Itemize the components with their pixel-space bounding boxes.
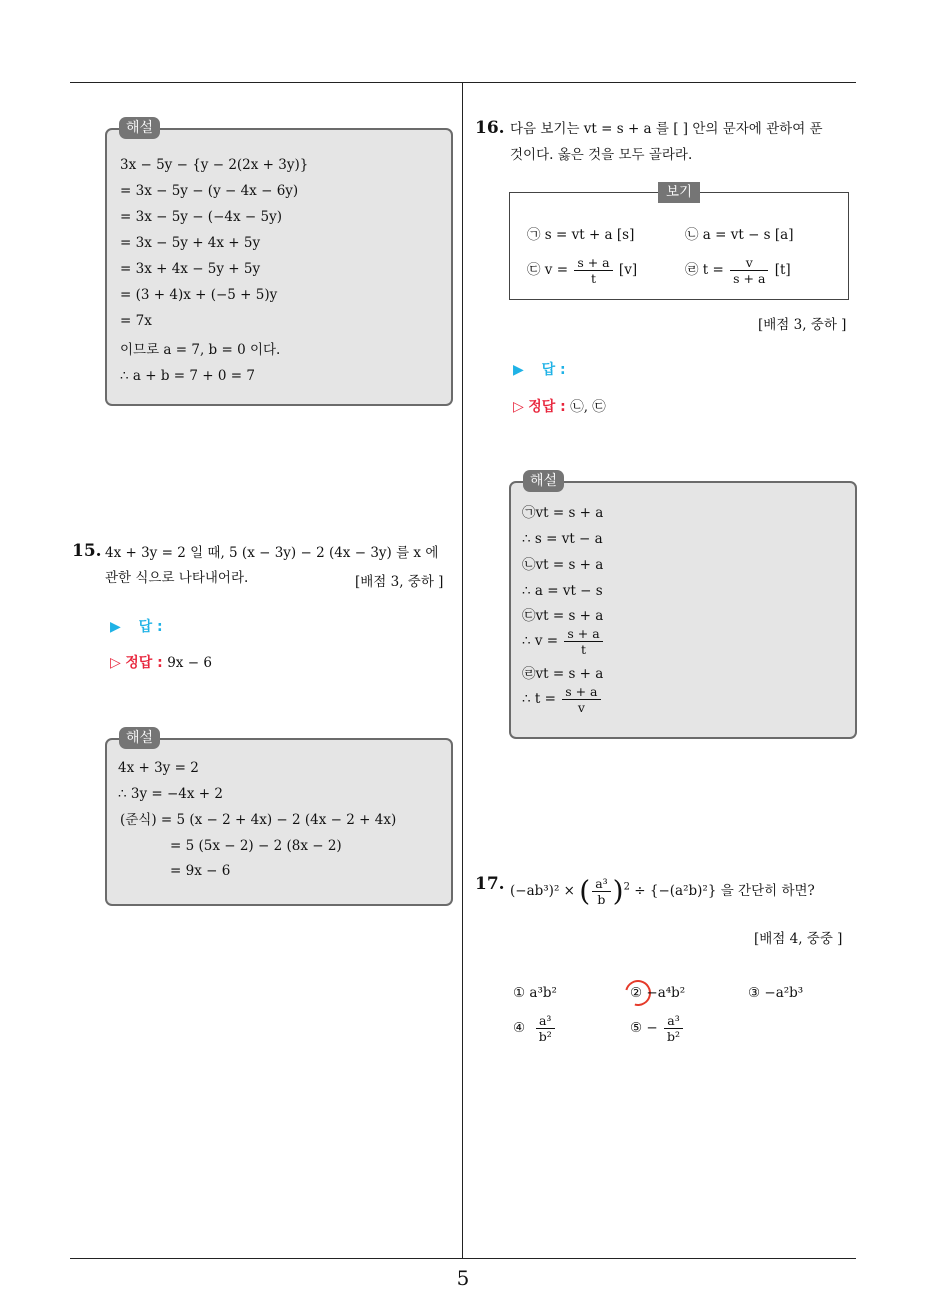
q17-expression: (−ab³)² × ( $\frac{\text{a³}}{b}$ )$^2$ ÷ {−(a²b)²} 을 간단히 하면? bbox=[510, 874, 815, 908]
fraction-denominator: b bbox=[597, 892, 606, 907]
q16-text-line2: 것이다. 옳은 것을 모두 골라라. bbox=[510, 147, 693, 163]
q16-correct-row bbox=[513, 395, 606, 416]
q16-bogi-d-left: ㉢ v = bbox=[527, 262, 569, 278]
q15-answer-label: 답 : bbox=[138, 619, 163, 635]
q15-number: 15. bbox=[72, 541, 102, 561]
q14-solution-line: ∴ a + b = 7 + 0 = 7 bbox=[120, 368, 255, 384]
q17-choice-5[interactable] bbox=[630, 1013, 685, 1044]
q14-solution-tab: 해설 bbox=[119, 117, 160, 139]
q16-score: [배점 3, 중하 ] bbox=[758, 317, 847, 333]
q14-solution-line: = 3x − 5y − (−4x − 5y) bbox=[120, 209, 282, 225]
q14-solution-line: 이므로 a = 7, b = 0 이다. bbox=[120, 342, 281, 358]
q15-text-line2: 관한 식으로 나타내어라. bbox=[105, 570, 249, 586]
q15-solution-line: 4x + 3y = 2 bbox=[118, 760, 199, 776]
fraction-denominator: s + a bbox=[733, 271, 766, 286]
q16-solution-line: ㉠vt = s + a bbox=[522, 505, 604, 521]
fraction-denominator: b² bbox=[538, 1029, 552, 1044]
q15-correct-row bbox=[110, 652, 212, 672]
q15-correct-label: 정답 : bbox=[125, 655, 163, 671]
q14-solution-line: = (3 + 4)x + (−5 + 5)y bbox=[120, 287, 278, 303]
q15-solution-line: = 5 (5x − 2) − 2 (8x − 2) bbox=[170, 838, 342, 854]
q17-choice-1[interactable]: ① a³b² bbox=[513, 985, 557, 1001]
q15-solution-line: = 9x − 6 bbox=[170, 863, 231, 879]
q16-text-line1: 다음 보기는 vt = s + a 를 [ ] 안의 문자에 관하여 푼 bbox=[510, 121, 823, 137]
q15-solution-line: (준식) = 5 (x − 2 + 4x) − 2 (4x − 2 + 4x) bbox=[120, 812, 397, 828]
q17-choice-5-label: ⑤ − bbox=[630, 1020, 658, 1036]
q14-solution-line: = 3x + 4x − 5y + 5y bbox=[120, 261, 261, 277]
q16-solution-tab: 해설 bbox=[523, 470, 564, 492]
fraction-numerator: s + a bbox=[574, 255, 612, 271]
fraction-numerator: s + a bbox=[562, 684, 600, 700]
column-divider bbox=[462, 82, 463, 1258]
fraction-numerator: a³ bbox=[592, 876, 610, 892]
q16-correct-label: 정답 : bbox=[528, 399, 566, 415]
fraction-numerator: s + a bbox=[564, 626, 602, 642]
q16-answer-row bbox=[513, 359, 566, 379]
fraction-denominator: t bbox=[590, 271, 596, 286]
fraction-numerator: a³ bbox=[536, 1013, 555, 1029]
q16-solution-line: ㉣vt = s + a bbox=[522, 666, 604, 682]
q16-bogi-item-n: ㉡ a = vt − s [a] bbox=[685, 227, 794, 243]
top-rule bbox=[70, 82, 856, 83]
q14-solution-line: = 3x − 5y + 4x + 5y bbox=[120, 235, 261, 251]
q15-text-line1: 4x + 3y = 2 일 때, 5 (x − 3y) − 2 (4x − 3y) 를 x 에 bbox=[105, 545, 439, 561]
q16-solution-line bbox=[522, 684, 603, 715]
q16-solution-line bbox=[522, 626, 605, 657]
fraction-denominator: t bbox=[581, 642, 587, 657]
q14-solution-line: = 3x − 5y − (y − 4x − 6y) bbox=[120, 183, 299, 199]
fraction bbox=[562, 684, 600, 715]
fraction bbox=[574, 255, 612, 286]
bottom-rule bbox=[70, 1258, 856, 1259]
q17-score: [배점 4, 중중 ] bbox=[754, 931, 843, 947]
fraction bbox=[730, 255, 768, 286]
q16-bogi-item-r bbox=[685, 255, 791, 286]
q15-solution-line: ∴ 3y = −4x + 2 bbox=[118, 786, 223, 802]
play-arrow-icon: ▶ bbox=[513, 362, 524, 378]
q15-score: [배점 3, 중하 ] bbox=[355, 574, 444, 590]
q16-bogi-d-tail: [v] bbox=[618, 262, 638, 278]
q17-choice-2[interactable]: ② −a⁴b² bbox=[630, 985, 686, 1001]
q16-solution-l8-left: ∴ t = bbox=[522, 691, 556, 707]
q14-solution-line: 3x − 5y − {y − 2(2x + 3y)} bbox=[120, 157, 309, 173]
q16-solution-l6-left: ∴ v = bbox=[522, 633, 559, 649]
fraction bbox=[536, 1013, 555, 1044]
q16-answer-label: 답 : bbox=[541, 362, 566, 378]
q17-number: 17. bbox=[475, 874, 505, 894]
q15-answer-row bbox=[110, 616, 163, 636]
fraction bbox=[592, 876, 610, 907]
q16-bogi-r-left: ㉣ t = bbox=[685, 262, 724, 278]
outline-arrow-icon: ▷ bbox=[513, 399, 524, 415]
q16-solution-line: ㉢vt = s + a bbox=[522, 608, 604, 624]
q15-correct-value: 9x − 6 bbox=[167, 655, 212, 671]
q14-solution-line: = 7x bbox=[120, 313, 152, 329]
fraction bbox=[564, 626, 602, 657]
q16-solution-line: ∴ a = vt − s bbox=[522, 583, 603, 599]
q17-choice-3[interactable]: ③ −a²b³ bbox=[748, 985, 804, 1001]
q17-expr-right: ÷ {−(a²b)²} 을 간단히 하면? bbox=[634, 883, 815, 899]
q16-solution-line: ㉡vt = s + a bbox=[522, 557, 604, 573]
page-number: 5 bbox=[456, 1266, 470, 1290]
fraction-denominator: v bbox=[577, 700, 585, 715]
fraction bbox=[664, 1013, 683, 1044]
q16-bogi-item-d bbox=[527, 255, 637, 286]
q16-bogi-tab: 보기 bbox=[658, 182, 700, 203]
q15-solution-tab: 해설 bbox=[119, 727, 160, 749]
q17-choice-4-label: ④ bbox=[513, 1020, 526, 1036]
q17-expr-exponent: 2 bbox=[623, 881, 630, 893]
q16-solution-line: ∴ s = vt − a bbox=[522, 531, 603, 547]
q16-bogi-item-g: ㉠ s = vt + a [s] bbox=[527, 227, 635, 243]
play-arrow-icon: ▶ bbox=[110, 619, 121, 635]
q17-choice-4[interactable] bbox=[513, 1013, 557, 1044]
fraction-denominator: b² bbox=[667, 1029, 681, 1044]
q17-expr-left: (−ab³)² × bbox=[510, 883, 575, 899]
fraction-numerator: a³ bbox=[664, 1013, 683, 1029]
q16-bogi-r-tail: [t] bbox=[774, 262, 791, 278]
q16-correct-value: ㉡, ㉢ bbox=[570, 399, 606, 415]
outline-arrow-icon: ▷ bbox=[110, 655, 121, 671]
q16-number: 16. bbox=[475, 118, 505, 138]
fraction-numerator: v bbox=[730, 255, 768, 271]
